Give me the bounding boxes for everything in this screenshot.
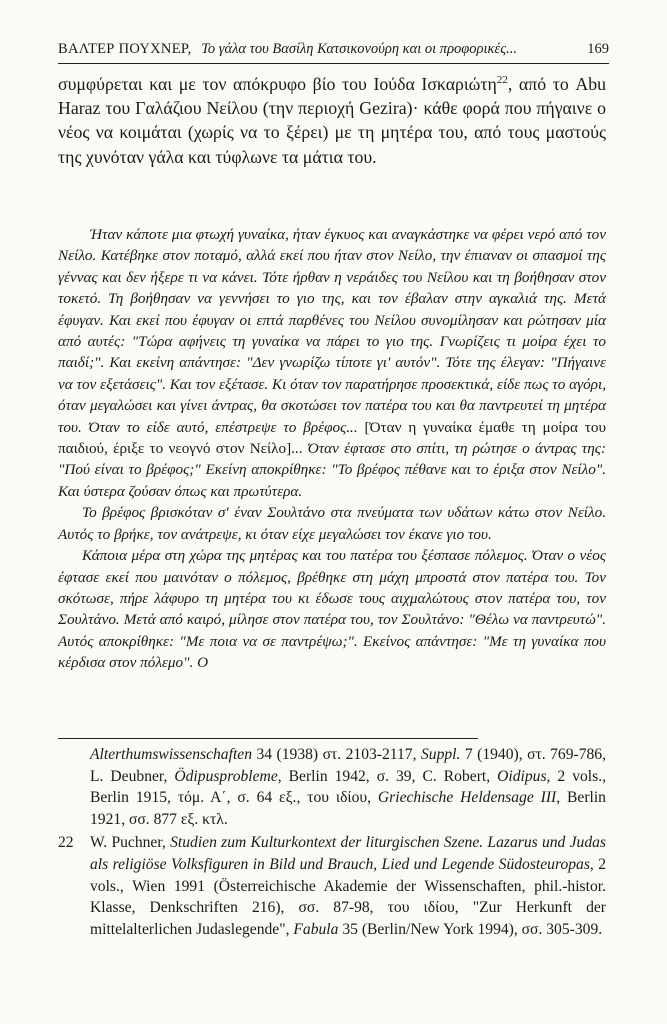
- footnote-continued: [58, 744, 606, 830]
- tale-text-end: Όταν έφτασε στο σπίτι, τη ρώτησε ο άντρας της: "Πού είναι το βρέφος;" Εκείνη αποκρίθηκε: "Το βρέφος πέθανε και το έριξα στον Νείλο". Και ύστερα ζούσαν όπως και πρωτύτερα.: [58, 440, 606, 500]
- footnote-divider: [58, 738, 478, 739]
- header-author: ΒΑΛΤΕΡ ΠΟΥΧΝΕΡ,: [58, 41, 192, 57]
- footnote-text: 7 (1940), στ. 769-786, L. Deubner,: [90, 746, 606, 785]
- footnote-text: , 2 vols., Wien 1991 (Österreichische Akademie der Wissenschaften, phil.-histor. Klasse, Denkschriften 216), σσ. 87-98, του ιδίου, "Zur Herkunft der mittelalterlichen Judaslegende",: [90, 855, 607, 938]
- footnote-italic: Studien zum Kulturkontext der liturgischen Szene. Lazarus und Judas als religiöse Volksfiguren in Bild und Brauch, Lied und Legende Südosteuropas: [90, 834, 606, 873]
- paragraph-text: συμφύρεται και με τον απόκρυφο βίο του Ιούδα Ισκαριώτη: [58, 74, 497, 94]
- footnote-italic: Fabula: [293, 920, 339, 938]
- footnote-text: , Berlin 1942, σ. 39, C. Robert,: [277, 767, 498, 785]
- quoted-tale: [58, 224, 606, 674]
- footnote-22: [58, 832, 606, 940]
- footnote-text: 34 (1938) στ. 2103-2117,: [252, 746, 421, 763]
- page-number: 169: [587, 41, 609, 57]
- main-paragraph: [58, 72, 606, 169]
- tale-paragraph-3: Κάποια μέρα στη χώρα της μητέρας και του πατέρα του ξέσπασε πόλεμος. Όταν ο νέος έφτασε εκεί που μαινόταν ο πόλεμος, βρέθηκε στη μάχη μπροστά στον πατέρα του. Τον σκότωσε, πήρε λάφυρο τη μητέρα του κι έδωσε τους αιχμαλώτους στον πατέρα του, τον Σουλτάνο. Μετά από καιρό, μίλησε στον πατέρα του, τον Σουλτάνο: "Θέλω να παντρευτώ". Αυτός αποκρίθηκε: "Με ποια να σε παντρέψω;". Εκείνος απάντησε: "Με τη γυναίκα που κέρδισα στον πόλεμο". Ο: [58, 547, 606, 672]
- footnote-italic: Oidipus: [497, 767, 547, 785]
- tale-paragraph-1: [58, 224, 606, 502]
- footnote-text: , Berlin 1921, σσ. 877 εξ. κτλ.: [90, 789, 606, 828]
- footnotes: [58, 744, 606, 942]
- tale-paragraph-2: Το βρέφος βρισκόταν σ' έναν Σουλτάνο στα πνεύματα των υδάτων κάτω στον Νείλο. Αυτός το βρήκε, τον ανάτρεψε, κι όταν είχε μεγαλώσει τον έκανε γιο του.: [58, 504, 606, 543]
- footnote-italic: Griechische Heldensage III: [377, 789, 557, 807]
- footnote-text: 35 (Berlin/New York 1994), σσ. 305-309.: [338, 920, 603, 938]
- footnote-italic: Ödipusprobleme: [174, 767, 278, 785]
- tale-text: Ήταν κάποτε μια φτωχή γυναίκα, ήταν έγκυος και αναγκάστηκε να φέρει νερό από τον Νείλο. Κατέβηκε στον ποταμό, αλλά εκεί που ήταν στον Νείλο, την έπιαναν οι σπασμοί της γέννας και δεν ήξερε τι να κάνει. Τότε ήρθαν η νεράιδες του Νείλου και τη βοήθησαν στον τοκετό. Τη βοήθησαν να γεννήσει το γιο της, και τον έβαλαν στην αγκαλιά της. Μετά έφυγαν. Και εκεί που έφυγαν οι επτά παρθένες του Νείλου συνομίλησαν και ρώτησαν μία από αυτές: "Τώρα αφήνεις τη γυναίκα να πάρει το γιο της. Γνωρίζεις τι μοίρα έχει το παιδί;". Και εκείνη απάντησε: "Δεν γνωρίζω τίποτε γι' αυτόν". Τότε της έλεγαν: "Πήγαινε να τον εξετάσεις". Και τον εξέτασε. Κι όταν τον παρατήρησε προσεκτικά, είδε πως το αγόρι, όταν μεγαλώσει και γίνει άντρας, θα σκοτώσει τον πατέρα του και θα παντρευτεί τη μητέρα του. Όταν το είδε αυτό, επέστρεψε το βρέφος...: [58, 226, 606, 436]
- footnote-reference: 22: [496, 74, 508, 86]
- paragraph-text-cont: , από το Abu Haraz του Γαλάζιου Νείλου (την περιοχή Gezira)· κάθε φορά που πήγαινε ο νέος να κοιμάται (χωρίς να το ξέρει) με τη μητέρα του, από τους μαστούς της χυνόταν γάλα και τύφλωνε τα μάτια του.: [58, 74, 606, 167]
- footnote-italic: Alterthumswissenschaften: [90, 746, 252, 763]
- footnote-text: , 2 vols., Berlin 1915, τόμ. Α΄, σ. 64 εξ., του ιδίου,: [90, 767, 606, 807]
- paragraph: [58, 72, 606, 169]
- footnote-italic: Suppl.: [420, 746, 461, 763]
- running-header: [58, 40, 609, 64]
- footnote-number: 22: [58, 834, 74, 852]
- footnote-text: W. Puchner,: [90, 834, 171, 852]
- header-title: Το γάλα του Βασίλη Κατσικονούρη και οι προφορικές...: [201, 41, 517, 57]
- tale-bracket-note: [Όταν η γυναίκα έμαθε τη μοίρα του παιδιού, έριξε το νεογνό στον Νείλο]...: [58, 418, 607, 458]
- header-left: [58, 40, 517, 58]
